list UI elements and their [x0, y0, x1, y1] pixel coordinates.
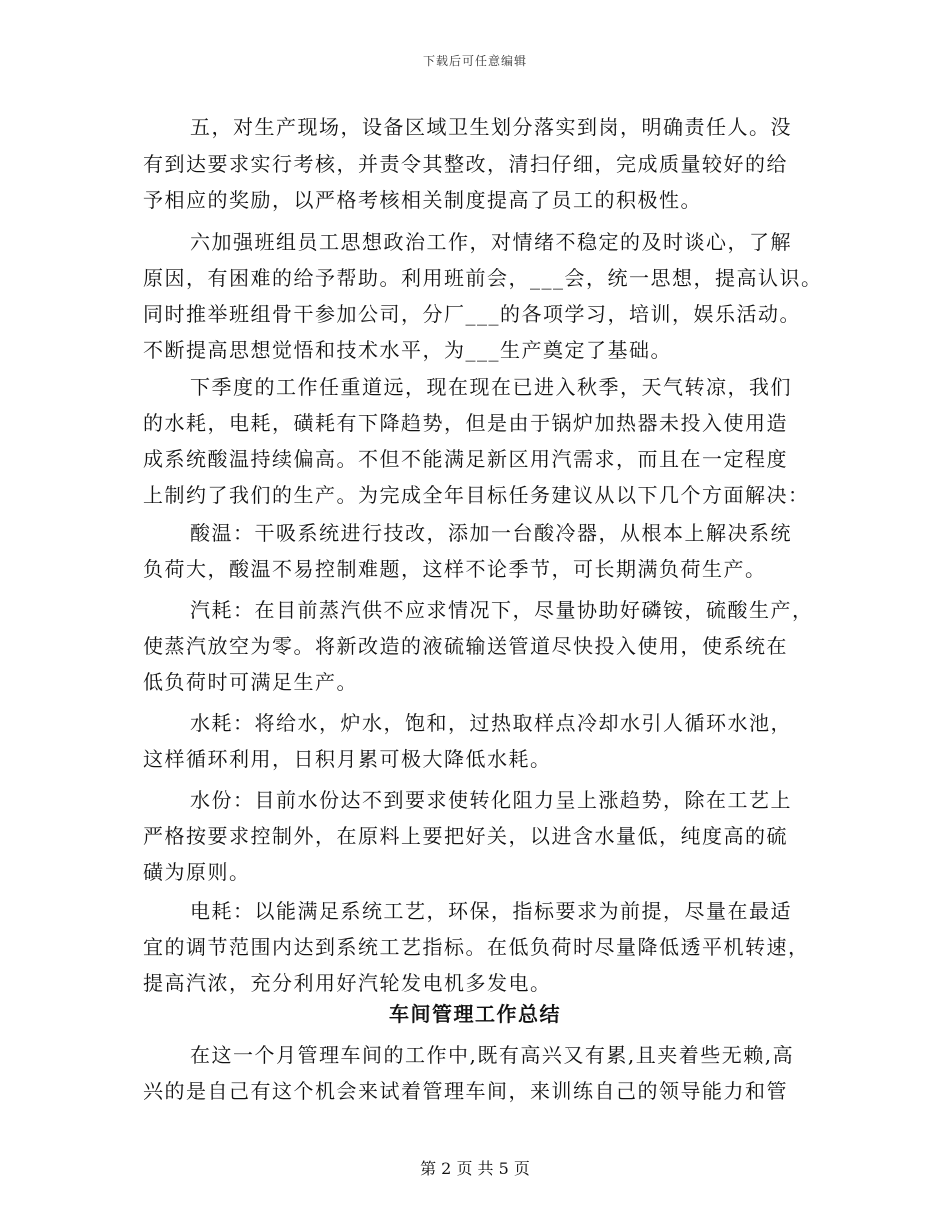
text-line: 五，对生产现场，设备区域卫生划分落实到岗，明确责任人。没: [190, 115, 792, 139]
text-line: 有到达要求实行考核，并责令其整改，清扫仔细，完成质量较好的给: [143, 152, 788, 176]
text-line: 予相应的奖励，以严格考核相关制度提高了员工的积极性。: [143, 188, 702, 212]
text-line: 原因，有困难的给予帮助。利用班前会，___会，统一思想，提高认识。: [143, 266, 823, 290]
text-line: 酸温：干吸系统进行技改，添加一台酸冷器，从根本上解决系统: [190, 521, 792, 545]
text-line: 低负荷时可满足生产。: [143, 670, 358, 694]
page-footer: 第 2 页 共 5 页: [420, 1159, 530, 1178]
text-line: 上制约了我们的生产。为完成全年目标任务建议从以下几个方面解决：: [143, 483, 810, 507]
text-line: 宜的调节范围内达到系统工艺指标。在低负荷时尽量降低透平机转速，: [143, 935, 810, 959]
text-line: 电耗：以能满足系统工艺，环保，指标要求为前提，尽量在最适: [190, 899, 792, 923]
text-line: 的水耗，电耗，磺耗有下降趋势，但是由于锅炉加热器未投入使用造: [143, 411, 788, 435]
text-line: 兴的是自己有这个机会来试着管理车间，来训练自己的领导能力和管: [143, 1079, 788, 1103]
text-line: 这样循环利用，日积月累可极大降低水耗。: [143, 747, 552, 771]
text-line: 下季度的工作任重道远，现在现在已进入秋季，天气转凉，我们: [190, 375, 792, 399]
section-title: 车间管理工作总结: [389, 1002, 561, 1026]
text-line: 六加强班组员工思想政治工作，对情绪不稳定的及时谈心，了解: [190, 230, 792, 254]
text-line: 不断提高思想觉悟和技术水平，为___生产奠定了基础。: [143, 338, 672, 362]
text-line: 水耗：将给水，炉水，饱和，过热取样点冷却水引人循环水池，: [190, 711, 792, 735]
text-line: 负荷大，酸温不易控制难题，这样不论季节，可长期满负荷生产。: [143, 557, 767, 581]
text-line: 汽耗：在目前蒸汽供不应求情况下，尽量协助好磷铵，硫酸生产，: [190, 598, 814, 622]
text-line: 提高汽浓，充分利用好汽轮发电机多发电。: [143, 971, 552, 995]
text-line: 使蒸汽放空为零。将新改造的液硫输送管道尽快投入使用，使系统在: [143, 634, 788, 658]
text-line: 在这一个月管理车间的工作中,既有高兴又有累,且夹着些无赖,高: [190, 1043, 795, 1067]
text-line: 水份：目前水份达不到要求使转化阻力呈上涨趋势，除在工艺上: [190, 788, 792, 812]
text-line: 磺为原则。: [143, 860, 251, 884]
text-line: 成系统酸温持续偏高。不但不能满足新区用汽需求，而且在一定程度: [143, 447, 788, 471]
page-header: 下载后可任意编辑: [422, 54, 527, 68]
text-line: 同时推举班组骨干参加公司，分厂___的各项学习，培训，娱乐活动。: [143, 302, 801, 326]
text-line: 严格按要求控制外，在原料上要把好关，以进含水量低，纯度高的硫: [143, 824, 788, 848]
